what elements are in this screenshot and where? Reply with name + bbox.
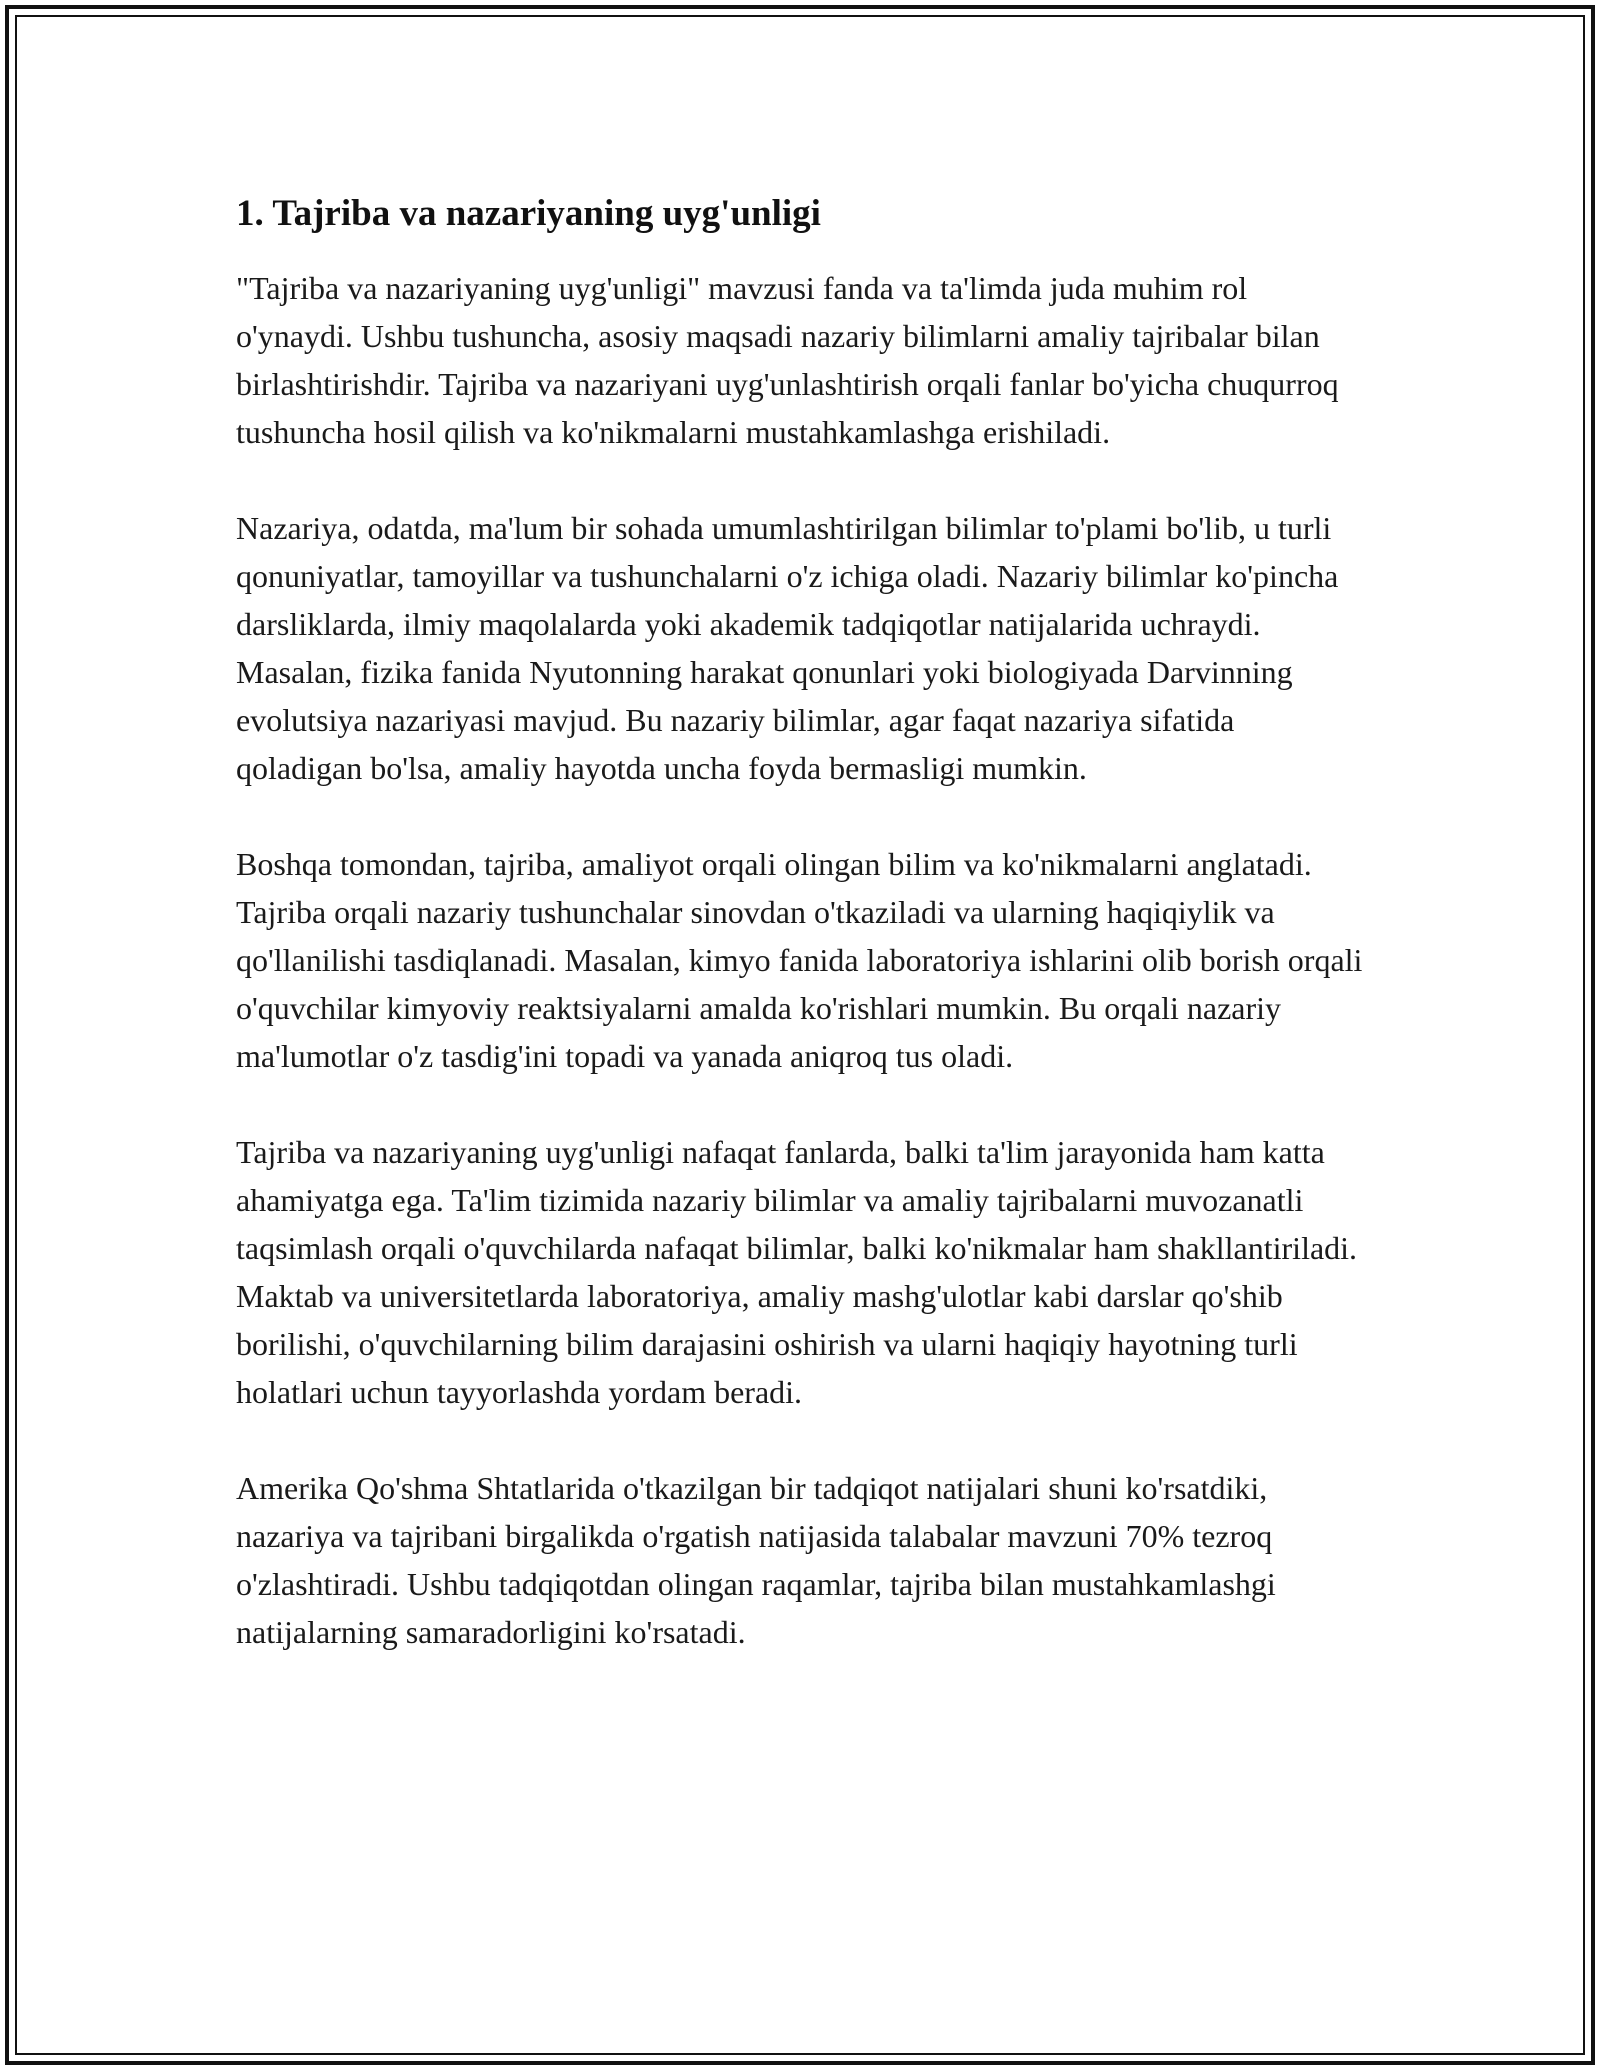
paragraph-intro: "Tajriba va nazariyaning uyg'unligi" mavzusi fanda va ta'limda juda muhim rol o'ynaydi. Ushbu tushuncha, asosiy maqsadi nazariy bilimlarni amaliy tajribalar bilan birlashtirishdir. Tajriba va nazariyani uyg'unlashtirish orqali fanlar bo'yicha chuqurroq tushuncha hosil qilish va ko'nikmalarni mustahkamlashga erishiladi. — [236, 270, 1339, 450]
section-heading: 1. Tajriba va nazariyaning uyg'unligi — [236, 193, 821, 234]
paragraph-theory: Nazariya, odatda, ma'lum bir sohada umumlashtirilgan bilimlar to'plami bo'lib, u turli qonuniyatlar, tamoyillar va tushunchalarni o'z ichiga oladi. Nazariy bilimlar ko'pincha darsliklarda, ilmiy maqolalarda yoki akademik tadqiqotlar natijalarida uchraydi. Masalan, fizika fanida Nyutonning harakat qonunlari yoki biologiyada Darvinning evolutsiya nazariyasi mavjud. Bu nazariy bilimlar, agar faqat nazariya sifatida qoladigan bo'lsa, amaliy hayotda uncha foyda bermasligi mumkin. — [236, 510, 1339, 786]
paragraph-experience: Boshqa tomondan, tajriba, amaliyot orqali olingan bilim va ko'nikmalarni anglatadi. Tajriba orqali nazariy tushunchalar sinovdan o'tkaziladi va ularning haqiqiylik va qo'llanilishi tasdiqlanadi. Masalan, kimyo fanida laboratoriya ishlarini olib borish orqali o'quvchilar kimyoviy reaktsiyalarni amalda ko'rishlari mumkin. Bu orqali nazariy ma'lumotlar o'z tasdig'ini topadi va yanada aniqroq tus oladi. — [236, 846, 1363, 1074]
paragraph-education: Tajriba va nazariyaning uyg'unligi nafaqat fanlarda, balki ta'lim jarayonida ham katta ahamiyatga ega. Ta'lim tizimida nazariy bilimlar va amaliy tajribalarni muvozanatli taqsimlash orqali o'quvchilarda nafaqat bilimlar, balki ko'nikmalar ham shakllantiriladi. Maktab va universitetlarda laboratoriya, amaliy mashg'ulotlar kabi darslar qo'shib borilishi, o'quvchilarning bilim darajasini oshirish va ularni haqiqiy hayotning turli holatlari uchun tayyorlashda yordam beradi. — [236, 1134, 1358, 1410]
paragraph-research: Amerika Qo'shma Shtatlarida o'tkazilgan bir tadqiqot natijalari shuni ko'rsatdiki, nazariya va tajribani birgalikda o'rgatish natijasida talabalar mavzuni 70% tezroq o'zlashtiradi. Ushbu tadqiqotdan olingan raqamlar, tajriba bilan mustahkamlashgi natijalarning samaradorligini ko'rsatadi. — [236, 1470, 1276, 1650]
document-body — [236, 186, 1366, 1656]
